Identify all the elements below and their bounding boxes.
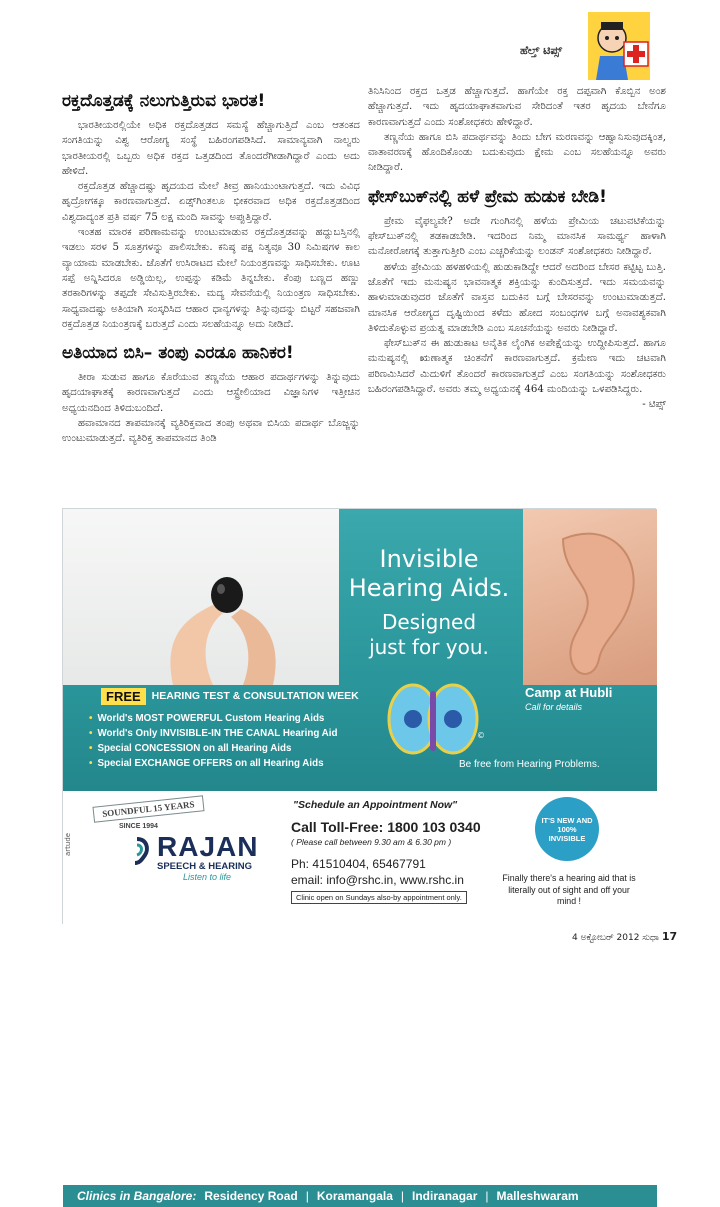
offer-item: • Special EXCHANGE OFFERS on all Hearing Aids: [89, 756, 337, 771]
ear-icon: [523, 509, 657, 685]
agency-credit: artude: [64, 832, 72, 856]
ad-tagline: Be free from Hearing Problems.: [459, 759, 600, 770]
divider: |: [485, 1189, 489, 1203]
doctor-cross-icon: [588, 12, 650, 80]
offer-item: • Special CONCESSION on all Hearing Aids: [89, 741, 337, 756]
headline-line: just for you.: [369, 635, 489, 659]
call-hours: ( Please call between 9.30 am & 6.30 pm ): [291, 837, 452, 847]
contact-block: [291, 799, 481, 905]
copyright-mark: ©: [477, 731, 485, 740]
article-paragraph: ತಿನಿಸಿನಿಂದ ರಕ್ತದ ಒತ್ತಡ ಹೆಚ್ಚಾಗುತ್ತದೆ. ಹಾಗೆಯೇ ರಕ್ತ ದಪ್ಪವಾಗಿ ಕೊಬ್ಬಿನ ಅಂಶ ಹೆಚ್ಚಾಗುತ್ತದೆ. ಇದು ಹೃದಯಾಘಾತವಾಗುವ ಸೇರಿದಂತೆ ಇತರ ಹೃದಯ ಬೇನೆಗೂ ಕಾರಣವಾಗುತ್ತದೆ ಎಂದು ಸಂಶೋಧಕರು ಹೇಳಿದ್ದಾರೆ.: [368, 86, 666, 128]
schedule-text: "Schedule an Appointment Now": [293, 799, 458, 811]
sunday-note: Clinic open on Sundays also-by appointment only.: [291, 891, 467, 904]
camp-subtitle: Call for details: [525, 702, 583, 712]
clinic-location: Koramangala: [316, 1189, 393, 1203]
tollfree-number: Call Toll-Free: 1800 103 0340: [291, 819, 481, 835]
anniversary-ribbon: SOUNDFUL 15 YEARS: [92, 795, 204, 822]
right-column: [368, 84, 666, 410]
article-title: ರಕ್ತದೊತ್ತಡಕ್ಕೆ ನಲುಗುತ್ತಿರುವ ಭಾರತ!: [62, 91, 266, 111]
clinic-location: Malleshwaram: [496, 1189, 579, 1203]
camp-info: [525, 685, 612, 712]
left-column: [62, 84, 360, 447]
clinic-location: Residency Road: [204, 1189, 298, 1203]
divider: |: [305, 1189, 309, 1203]
phone-numbers: Ph: 41510404, 65467791: [291, 857, 426, 871]
free-offer-text: HEARING TEST & CONSULTATION WEEK: [151, 690, 359, 702]
butterfly-ornament-icon: [385, 677, 481, 765]
invisible-badge: IT'S NEW AND 100% INVISIBLE: [535, 797, 599, 861]
article-paragraph: ಭಾರತೀಯರಲ್ಲಿಯೇ ಅಧಿಕ ರಕ್ತದೊತ್ತಡದ ಸಮಸ್ಯೆ ಹೆಚ್ಚಾಗುತ್ತಿದೆ ಎಂಬ ಆತಂಕದ ಸಂಗತಿಯನ್ನು ವಿಶ್ವ ಆರೋಗ್ಯ ಸಂಸ್ಥೆ ಬಹಿರಂಗಪಡಿಸಿದೆ. ಸಾಮಾನ್ಯವಾಗಿ ನಾಲ್ವರು ಭಾರತೀಯರಲ್ಲಿ ಒಬ್ಬರು ಅಧಿಕ ರಕ್ತದ ಒತ್ತಡದಿಂದ ತೊಂದರೆಗೀಡಾಗಿದ್ದಾರೆ ಎಂದು ಅದು ಹೇಳಿದೆ.: [62, 120, 360, 177]
divider: |: [400, 1189, 405, 1203]
ear-logo-icon: [121, 835, 153, 867]
headline-line: Hearing Aids.: [348, 574, 510, 602]
page-number: 17: [661, 930, 678, 943]
page-footer: [572, 930, 677, 943]
article-paragraph: ತೀರಾ ಸುಡುವ ಹಾಗೂ ಕೊರೆಯುವ ತಣ್ಣನೆಯ ಆಹಾರ ಪದಾರ್ಥಗಳನ್ನು ತಿನ್ನುವುದು ಹೃದಯಾಘಾತಕ್ಕೆ ಕಾರಣವಾಗುತ್ತದೆ ಎಂದು ಆಸ್ಟ್ರೇಲಿಯಾದ ವಿಜ್ಞಾನಿಗಳ ಇತ್ತೀಚಿನ ಅಧ್ಯಯನದಿಂದ ತಿಳಿದುಬಂದಿದೆ.: [62, 372, 360, 414]
article-paragraph: ಹವಾಮಾನದ ತಾಪಮಾನಕ್ಕೆ ವ್ಯತಿರಿಕ್ತವಾದ ತಂಪು ಅಥವಾ ಬಿಸಿಯ ಪದಾರ್ಥ ಬೊಜ್ಜನ್ನು ಉಂಟುಮಾಡುತ್ತದೆ. ವ್ಯತಿರಿಕ್ತ ತಾಪಮಾನದ ತಿಂಡಿ: [62, 418, 360, 445]
offer-item: • World's MOST POWERFUL Custom Hearing Aids: [89, 711, 337, 726]
hearing-aid-photo: [63, 509, 339, 685]
clinic-location: Indiranagar: [412, 1189, 478, 1203]
section-label: ಹೆಲ್ತ್ ಟಿಪ್ಸ್: [520, 44, 563, 57]
article-paragraph: ಹಳೆಯ ಪ್ರೇಮಿಯ ಹಳಹಳಿಯಲ್ಲಿ ಹುಡುಕಾಡಿದ್ದೇ ಆದರೆ ಅದರಿಂದ ಬೇಸರ ಕಟ್ಟಿಟ್ಟ ಬುತ್ತಿ. ಜೊತೆಗೆ ಇದು ಮನುಷ್ಯನ ಭಾವನಾತ್ಮಕ ಶಕ್ತಿಯನ್ನು ಕುಂದಿಸುತ್ತದೆ. ಇದು ಸಮಯವನ್ನು ಹಾಳುಮಾಡುವುದರ ಜೊತೆಗೆ ವಾಸ್ತವ ಬದುಕಿನ ಬಗ್ಗೆ ಬೇಸರವನ್ನು ಉಂಟುಮಾಡುತ್ತದೆ. ಮಾನಸಿಕ ಆರೋಗ್ಯದ ದೃಷ್ಟಿಯಿಂದ ಕಳೆದು ಹೋದ ಸಂಬಂಧಗಳ ಬಗ್ಗೆ ಅನಾವಶ್ಯಕವಾಗಿ ತಿಳಿದುಕೊಳ್ಳುವ ಪ್ರಯತ್ನ ಮಾಡಬೇಡಿ ಎಂಬ ಸೂಚನೆಯನ್ನು ಅವರು ನೀಡಿದ್ದಾರೆ.: [368, 261, 666, 334]
article-paragraph: ಫೇಸ್‌ಬುಕ್‌ನ ಈ ಹುಡುಕಾಟ ಅನೈತಿಕ ಲೈಂಗಿಕ ಅಪೇಕ್ಷೆಯನ್ನು ಉದ್ದೀಪಿಸುತ್ತದೆ. ಹಾಗೂ ಮನುಷ್ಯನಲ್ಲಿ ಋಣಾತ್ಮಕ ಚಿಂತನೆಗೆ ಕಾರಣವಾಗುತ್ತದೆ. ಕ್ರಮೇಣ ಇದು ಚಟವಾಗಿ ಪರಿಣಮಿಸಿದರೆ ಮಿದುಳಿಗೆ ತೊಂದರೆ ಕಾರಣವಾಗುತ್ತದೆ ಎಂಬ ಸಂಗತಿಯನ್ನು ಸಂಶೋಧಕರು ಬಹಿರಂಗಪಡಿಸಿದ್ದಾರೆ. ಅವರು ತಮ್ಮ ಅಧ್ಯಯನಕ್ಕೆ 464 ಮಂದಿಯನ್ನು ಒಳಪಡಿಸಿದ್ದರು.: [368, 338, 666, 396]
article-paragraph: ತಣ್ಣನೆಯ ಹಾಗೂ ಬಿಸಿ ಪದಾರ್ಥವನ್ನು ತಿಂದು ಬೇಗ ಮರಣವನ್ನು ಆಹ್ವಾನಿಸುವುದಕ್ಕಿಂತ, ವಾತಾವರಣಕ್ಕೆ ಹೊಂದಿಕೊಂಡು ಬದುಕುವುದು ಕ್ಷೇಮ ಎಂಬ ಸಲಹೆಯನ್ನೂ ಅವರು ನೀಡಿದ್ದಾರೆ.: [368, 131, 666, 174]
article-title: ಅತಿಯಾದ ಬಿಸಿ– ತಂಪು ಎರಡೂ ಹಾನಿಕರ!: [62, 343, 294, 364]
headline-line: Invisible: [379, 545, 479, 573]
email-website: email: info@rshc.in, www.rshc.in: [291, 873, 464, 887]
brand-subtitle: SPEECH & HEARING: [157, 861, 253, 872]
brand-logo: [157, 833, 258, 882]
brand-tagline: Listen to life: [183, 872, 232, 882]
article-signature: - ಟಿಪ್ಸ್: [642, 399, 666, 411]
article-paragraph: ಪ್ರೇಮ ವೈಫಲ್ಯವೇ? ಅದೇ ಗುಂಗಿನಲ್ಲಿ ಹಳೆಯ ಪ್ರೇಮಿಯ ಚಟುವಟಿಕೆಯನ್ನು ಫೇಸ್‌ಬುಕ್‌ನಲ್ಲಿ ತಡಕಾಡಬೇಡಿ. ಇದರಿಂದ ನಿಮ್ಮ ಮಾನಸಿಕ ಸಾಮರ್ಥ್ಯ ಹಾಳಾಗಿ ಮನೋರೋಗಕ್ಕೆ ತುತ್ತಾಗುತ್ತೀರಿ ಎಂಬ ಎಚ್ಚರಿಕೆಯನ್ನು ಲಂಡನ್ ಸಂಶೋಧಕರು ನೀಡಿದ್ದಾರೆ.: [368, 215, 666, 258]
camp-title: Camp at Hubli: [525, 685, 613, 700]
article-paragraph: ಇಂತಹ ಮಾರಕ ಪರಿಣಾಮವನ್ನು ಉಂಟುಮಾಡುವ ರಕ್ತದೊತ್ತಡವನ್ನು ಹದ್ದುಬಸ್ತಿನಲ್ಲಿ ಇಡಲು ಸರಳ 5 ಸೂತ್ರಗಳನ್ನು ಪಾಲಿಸಬೇಕು. ಕನಿಷ್ಠ ಪಕ್ಷ ನಿತ್ಯವೂ 30 ನಿಮಿಷಗಳ ಕಾಲ ವ್ಯಾಯಾಮ ಮಾಡಬೇಕು. ಜೊತೆಗೆ ಉಸಿರಾಟದ ಮೇಲೆ ನಿಯಂತ್ರಣವನ್ನು ಸಾಧಿಸಬೇಕು. ಊಟ ಸಪ್ಪೆ ಅನ್ನಿಸಿದರೂ ಅಡ್ಡಿಯಿಲ್ಲ, ಉಪ್ಪನ್ನು ಕಡಿಮೆ ತಿನ್ನಬೇಕು. ಕೆಂಪು ಬಣ್ಣದ ಹಣ್ಣು ತರಕಾರಿಗಳನ್ನು ತಪ್ಪದೇ ಸೇವಿಸುತ್ತಿರಬೇಕು. ಮದ್ಯ ಸೇವನೆಯಲ್ಲಿ ನಿಯಂತ್ರಣ ಸಾಧಿಸಬೇಕು. ಸಾಧ್ಯವಾದಷ್ಟು ಅತಿಯಾಗಿ ಸಂಸ್ಕರಿಸಿದ ಆಹಾರ ಧಾನ್ಯಗಳನ್ನು ತಿನ್ನುವುದನ್ನು ಬಿಟ್ಟರೆ ಸಹಜವಾಗಿ ರಕ್ತದೊತ್ತಡ ನಿಯಂತ್ರಣಕ್ಕೆ ಬರುತ್ತದೆ ಎಂದು ಸಲಹೆಯನ್ನೂ ಅದು ನೀಡಿದೆ.: [62, 227, 360, 330]
article-title: ಫೇಸ್‌ಬುಕ್‌ನಲ್ಲಿ ಹಳೆ ಪ್ರೇಮ ಹುಡುಕ ಬೇಡಿ!: [368, 186, 607, 207]
since-year: SINCE 1994: [119, 823, 158, 830]
ad-top-panel: [63, 509, 657, 791]
clinics-bar: [63, 1185, 657, 1207]
free-badge: FREE: [101, 688, 146, 705]
clinics-label: Clinics in Bangalore:: [77, 1189, 197, 1203]
ad-headline: [319, 545, 539, 659]
brand-name: RAJAN: [157, 831, 259, 862]
finally-text: Finally there's a hearing aid that is literally out of sight and off your mind !: [502, 873, 636, 906]
offer-list: [89, 711, 337, 771]
ear-photo: [523, 509, 657, 685]
issue-date: 4 ಅಕ್ಟೋಬರ್ 2012 ಸುಧಾ: [572, 933, 659, 943]
fingers-holding-hearing-aid-icon: [63, 509, 339, 685]
article-paragraph: ರಕ್ತದೊತ್ತಡ ಹೆಚ್ಚಾದಷ್ಟು ಹೃದಯದ ಮೇಲೆ ತೀವ್ರ ಹಾನಿಯುಂಟಾಗುತ್ತದೆ. ಇದು ವಿವಿಧ ಹೃದ್ರೋಗಕ್ಕೂ ಕಾರಣವಾಗುತ್ತದೆ. ಏಡ್ಸ್‌ಗಿಂತಲೂ ಭೀಕರವಾದ ಅಧಿಕ ರಕ್ತದೊತ್ತಡದಿಂದ ವಿಶ್ವದಾದ್ಯಂತ ಪ್ರತಿ ವರ್ಷ 75 ಲಕ್ಷ ಮಂದಿ ಸಾವನ್ನು ಅಪ್ಪುತ್ತಿದ್ದಾರೆ.: [62, 181, 360, 223]
offer-item: • World's Only INVISIBLE-IN THE CANAL Hearing Aid: [89, 726, 337, 741]
free-offer-row: [101, 687, 359, 705]
headline-line: Designed: [381, 610, 477, 634]
